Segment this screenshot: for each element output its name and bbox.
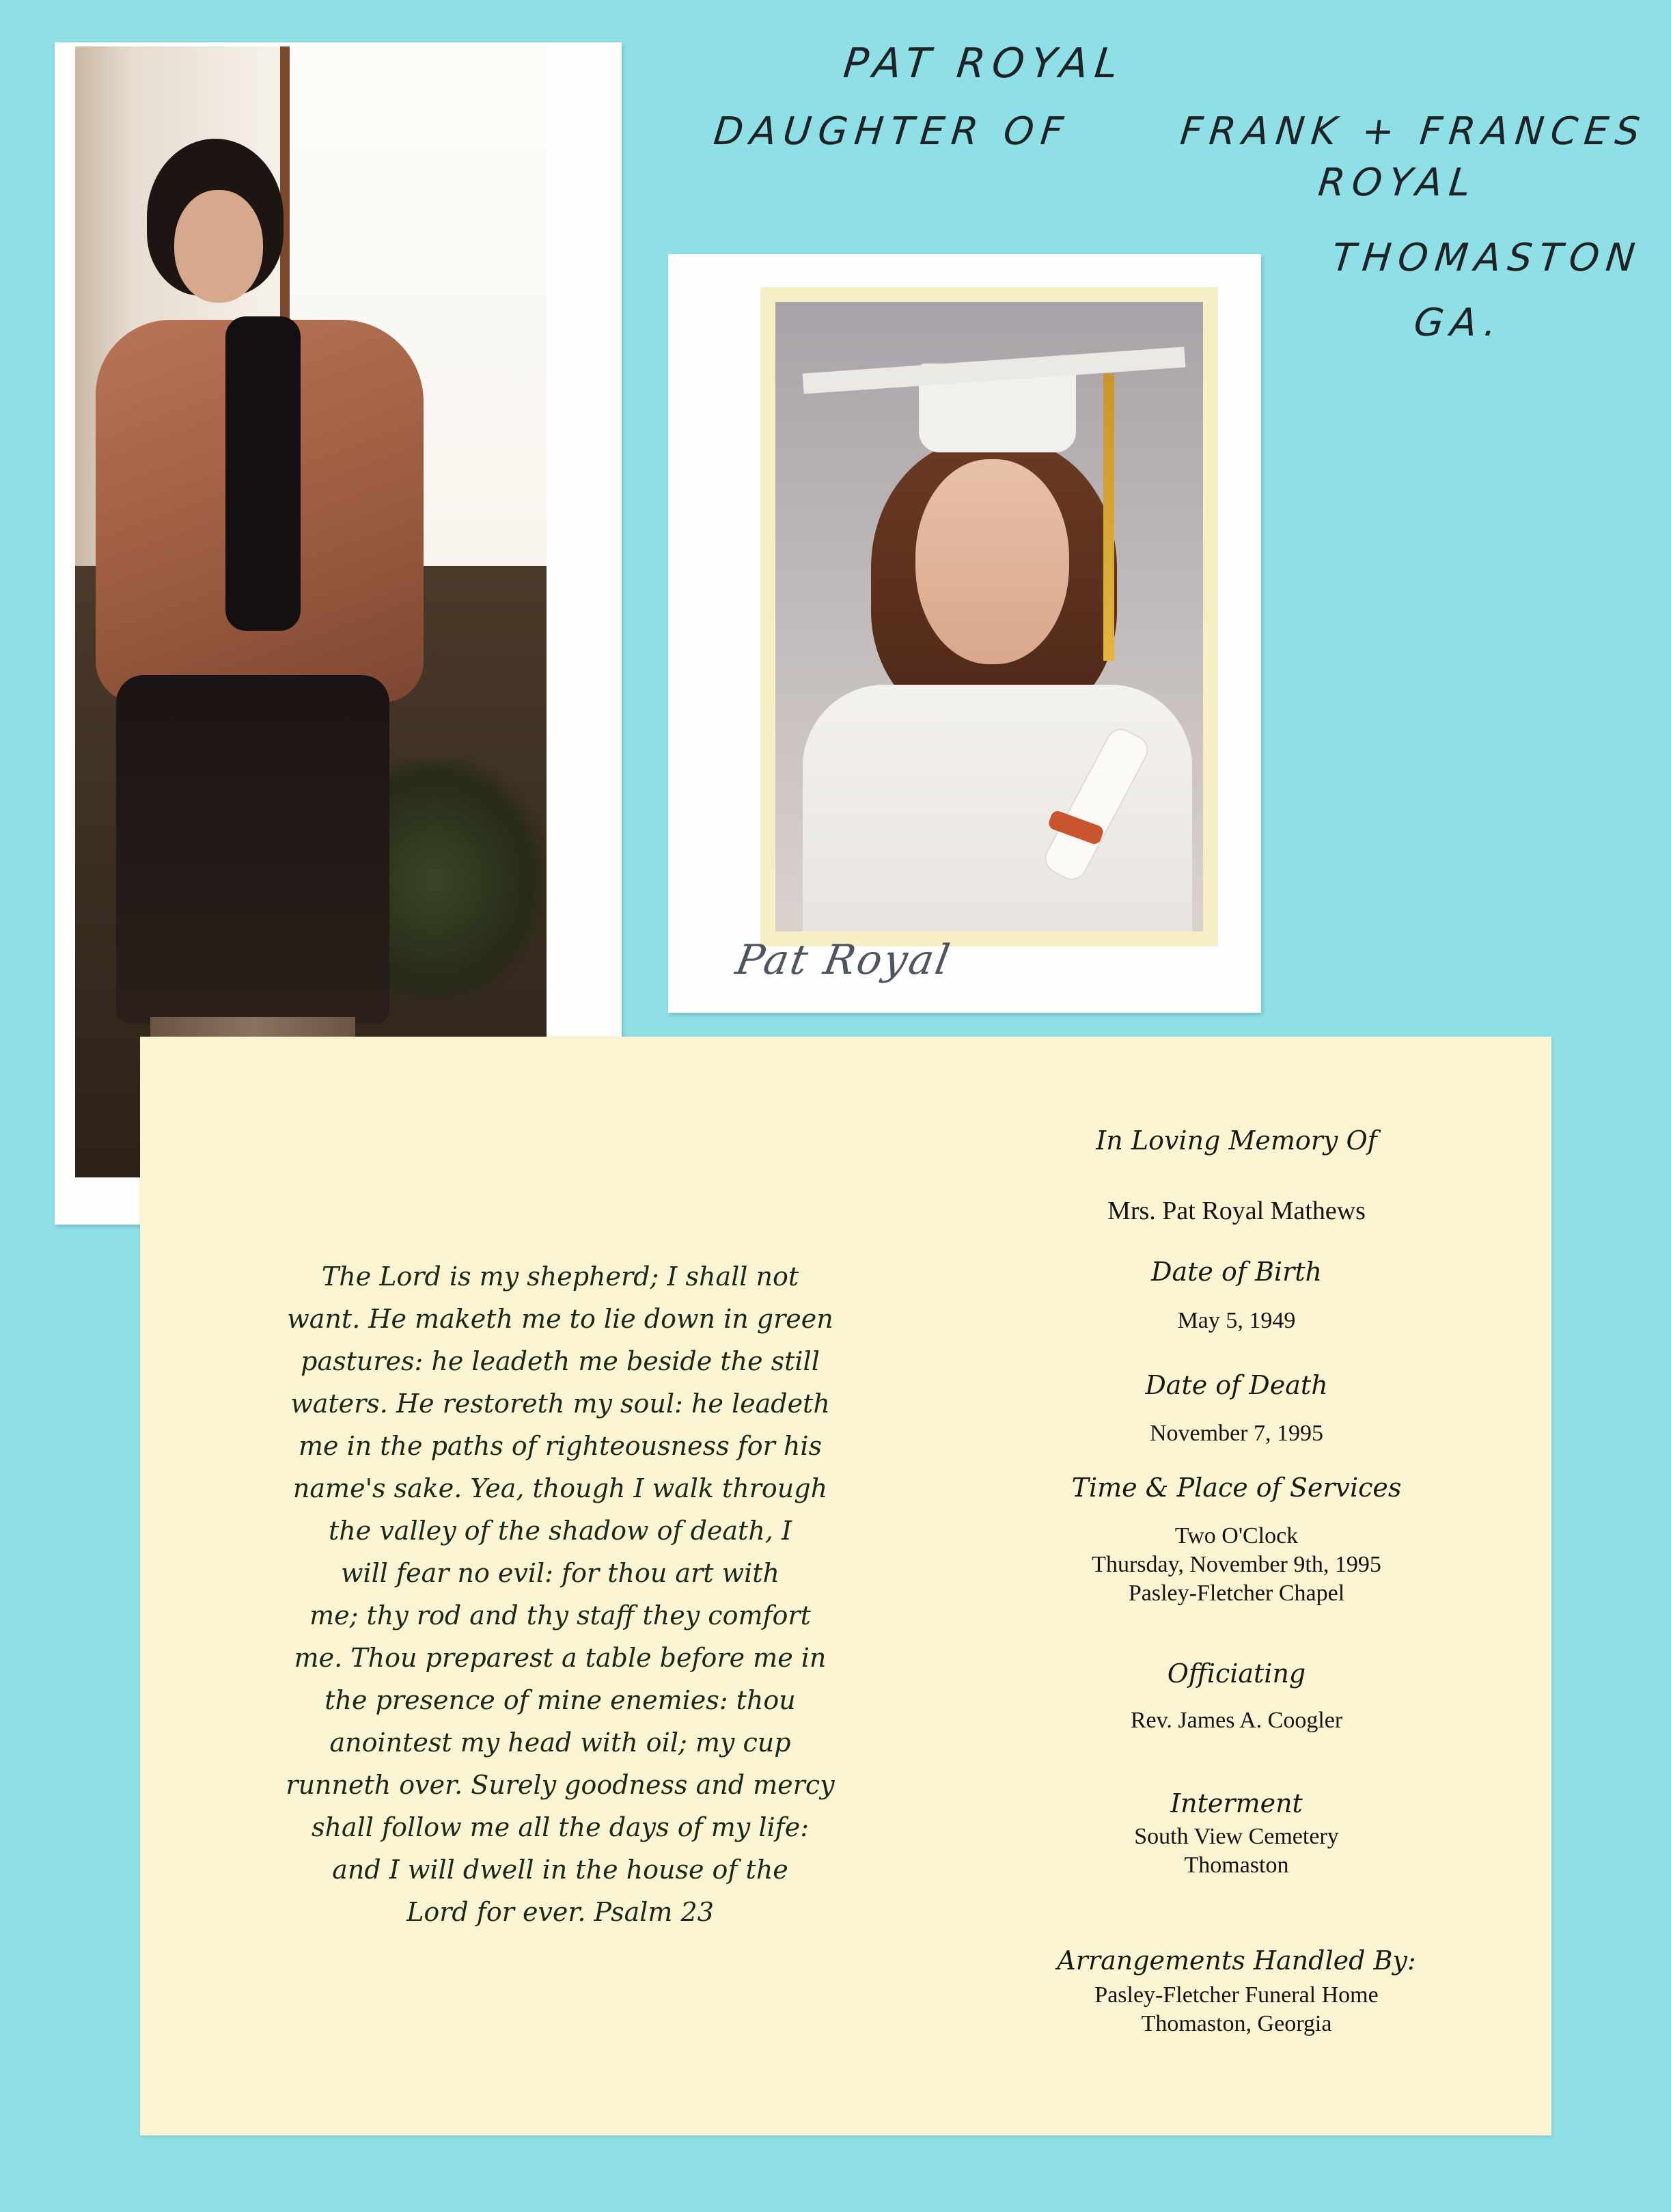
handwritten-city: THOMASTON (1329, 236, 1644, 280)
graduation-photo-mount (668, 254, 1261, 1013)
psalm-line: runneth over. Surely goodness and mercy (286, 1770, 835, 1800)
handwritten-surname: ROYAL (1316, 161, 1480, 205)
cemetery-name: South View Cemetery (1134, 1824, 1339, 1849)
skirt (116, 675, 389, 1024)
psalm-line: waters. He restoreth my soul: he leadeth (290, 1389, 830, 1419)
psalm-line: and I will dwell in the house of the (332, 1855, 788, 1885)
cemetery-city: Thomaston (1184, 1853, 1289, 1878)
psalm-line: anointest my head with oil; my cup (329, 1728, 791, 1758)
handwritten-signature: Pat Royal (732, 936, 955, 984)
psalm-line: me; thy rod and thy staff they comfort (309, 1600, 811, 1630)
officiant-name: Rev. James A. Coogler (1130, 1708, 1343, 1733)
services-time: Two O'Clock (1174, 1523, 1299, 1548)
psalm-line: Lord for ever. Psalm 23 (406, 1897, 714, 1927)
birth-heading: Date of Birth (1151, 1257, 1322, 1287)
interment-heading: Interment (1170, 1788, 1303, 1818)
psalm-23-text (167, 1255, 953, 1933)
psalm-line: the valley of the shadow of death, I (329, 1516, 792, 1546)
handwritten-state: GA. (1411, 301, 1506, 345)
services-heading: Time & Place of Services (1071, 1473, 1402, 1503)
graduation-gown (803, 685, 1192, 946)
psalm-line: The Lord is my shepherd; I shall not (321, 1261, 799, 1292)
funeral-home-name: Pasley-Fletcher Funeral Home (1094, 1982, 1379, 2008)
psalm-line: name's sake. Yea, though I walk through (292, 1473, 828, 1503)
standing-woman-photo (75, 46, 547, 1177)
shirt (225, 316, 301, 631)
death-heading: Date of Death (1145, 1370, 1328, 1400)
psalm-line: want. He maketh me to lie down in green (287, 1304, 833, 1334)
memorial-heading: In Loving Memory Of (1096, 1125, 1377, 1156)
graduation-portrait (760, 287, 1218, 946)
handwritten-parents: FRANK + FRANCES (1178, 109, 1649, 154)
psalm-line: the presence of mine enemies: thou (324, 1685, 796, 1715)
face (915, 459, 1069, 664)
psalm-line: pastures: he leadeth me beside the still (301, 1346, 820, 1376)
psalm-line: will fear no evil: for thou art with (340, 1558, 780, 1588)
deceased-name: Mrs. Pat Royal Mathews (1107, 1197, 1366, 1225)
psalm-line: me. Thou preparest a table before me in (294, 1643, 827, 1673)
face (174, 190, 263, 303)
psalm-line: me in the paths of righteousness for his (298, 1431, 823, 1461)
psalm-line: shall follow me all the days of my life: (312, 1812, 809, 1842)
arrangements-heading: Arrangements Handled By: (1057, 1945, 1416, 1976)
funeral-home-location: Thomaston, Georgia (1141, 2011, 1332, 2036)
services-place: Pasley-Fletcher Chapel (1128, 1581, 1345, 1606)
officiating-heading: Officiating (1167, 1658, 1306, 1689)
tassel (1103, 374, 1114, 661)
handwritten-name: PAT ROYAL (841, 40, 1127, 87)
birth-date: May 5, 1949 (1177, 1308, 1296, 1333)
handwritten-daughter-of: DAUGHTER OF (711, 109, 1072, 154)
memorial-card (140, 1037, 1551, 2135)
services-date: Thursday, November 9th, 1995 (1092, 1552, 1381, 1577)
death-date: November 7, 1995 (1149, 1421, 1323, 1446)
